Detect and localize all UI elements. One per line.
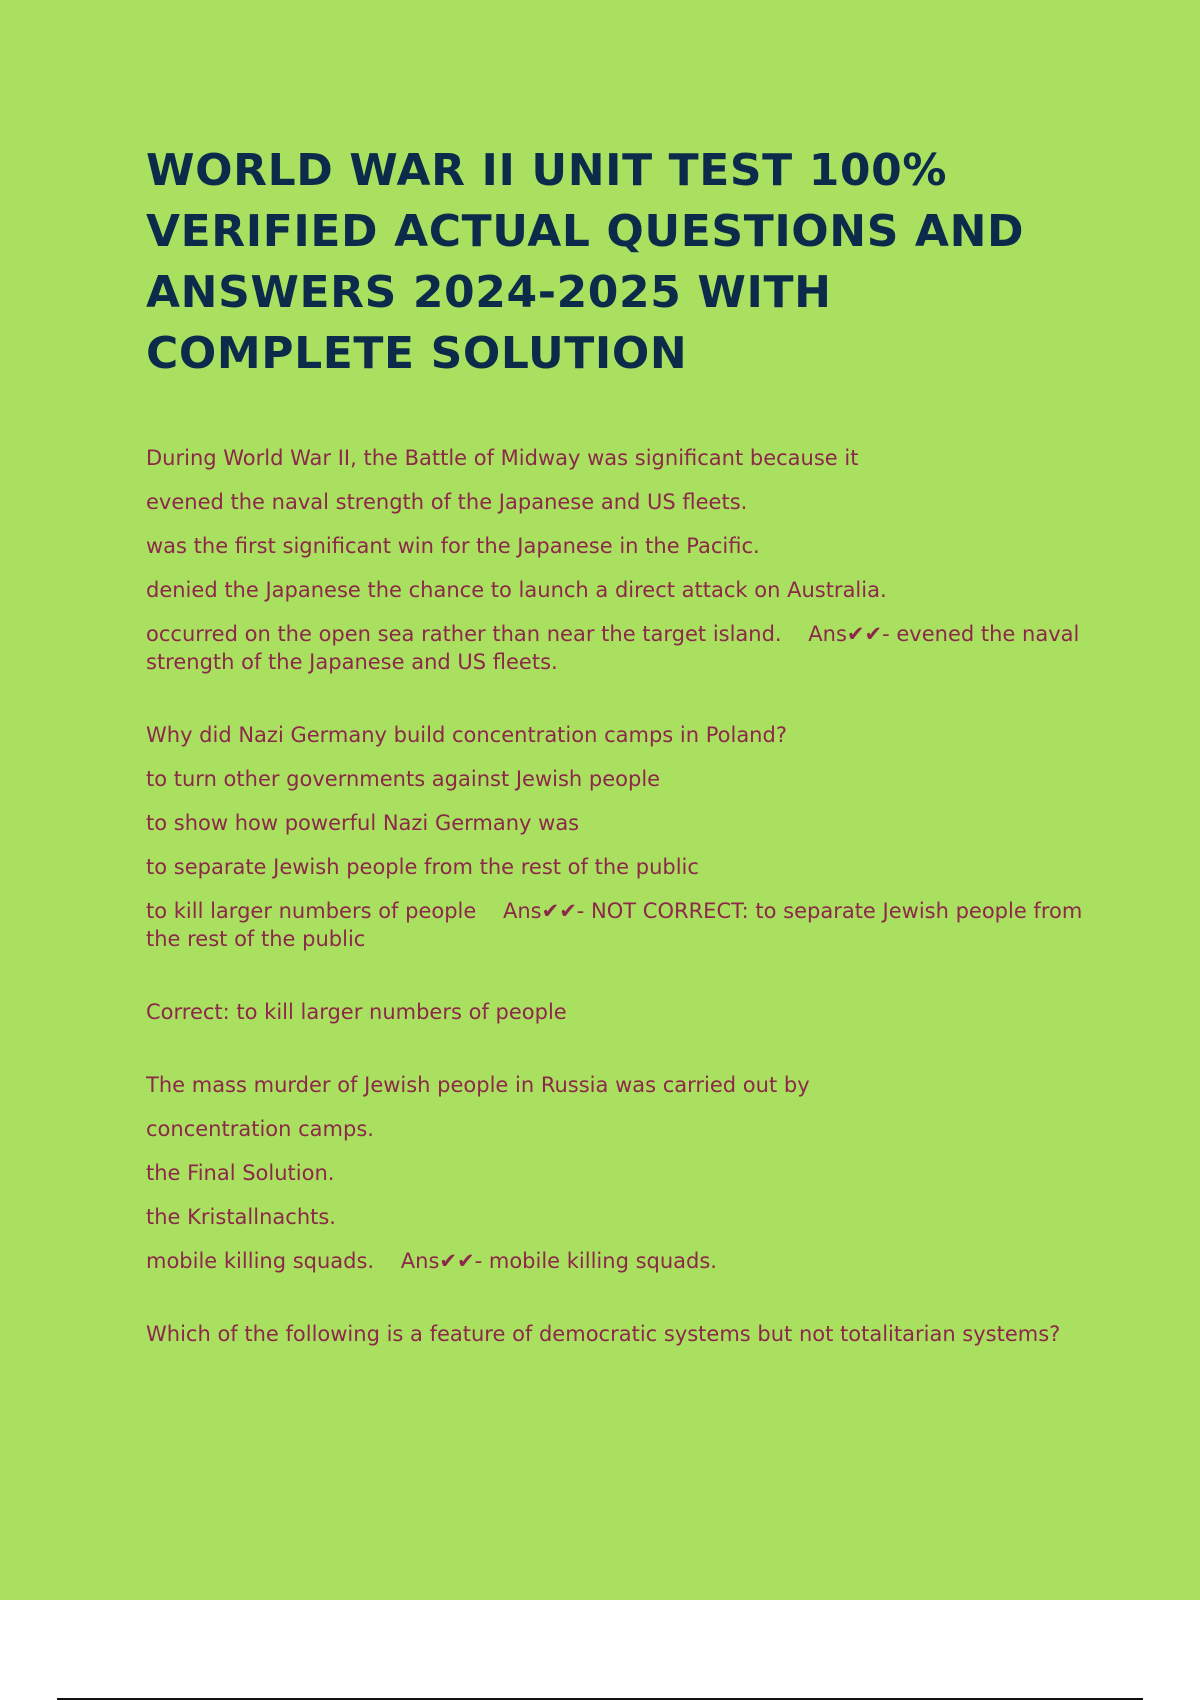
answer-option: concentration camps.	[146, 1117, 374, 1141]
question-block-midway	[146, 444, 1086, 676]
question-text: Why did Nazi Germany build concentration camps in Poland?	[146, 723, 787, 747]
question-text: Which of the following is a feature of democratic systems but not totalitarian systems?	[146, 1322, 1061, 1346]
document-title: WORLD WAR II UNIT TEST 100% VERIFIED ACTUAL QUESTIONS AND ANSWERS 2024-2025 WITH COMPLETE SOLUTION	[146, 145, 1025, 379]
answer-option: to show how powerful Nazi Germany was	[146, 811, 580, 835]
document-content	[146, 140, 1089, 1348]
question-text: During World War II, the Battle of Midway was significant because it	[146, 446, 859, 470]
answer-option-with-key: mobile killing squads. Ans✔✔- mobile killing squads.	[146, 1249, 717, 1273]
answer-option-with-key: to kill larger numbers of people Ans✔✔- NOT CORRECT: to separate Jewish people from the rest of the public	[146, 899, 1089, 951]
answer-option: denied the Japanese the chance to launch a direct attack on Australia.	[146, 578, 887, 602]
answer-option: to separate Jewish people from the rest of the public	[146, 855, 699, 879]
answer-option: evened the naval strength of the Japanese and US fleets.	[146, 490, 748, 514]
answer-option: was the first significant win for the Japanese in the Pacific.	[146, 534, 760, 558]
question-block-concentration-camps	[146, 721, 1089, 953]
answer-option: the Kristallnachts.	[146, 1205, 336, 1229]
question-text: The mass murder of Jewish people in Russia was carried out by	[146, 1073, 810, 1097]
correct-answer-text: Correct: to kill larger numbers of people	[146, 1000, 567, 1024]
question-block-mass-murder-russia	[146, 1071, 1086, 1275]
answer-option: the Final Solution.	[146, 1161, 335, 1185]
question-block-democratic-systems	[146, 1320, 1086, 1348]
answer-option: to turn other governments against Jewish people	[146, 767, 661, 791]
correction-block	[146, 998, 1086, 1026]
answer-option-with-key: occurred on the open sea rather than near the target island. Ans✔✔- evened the naval strength of the Japanese and US fleets.	[146, 622, 1087, 674]
